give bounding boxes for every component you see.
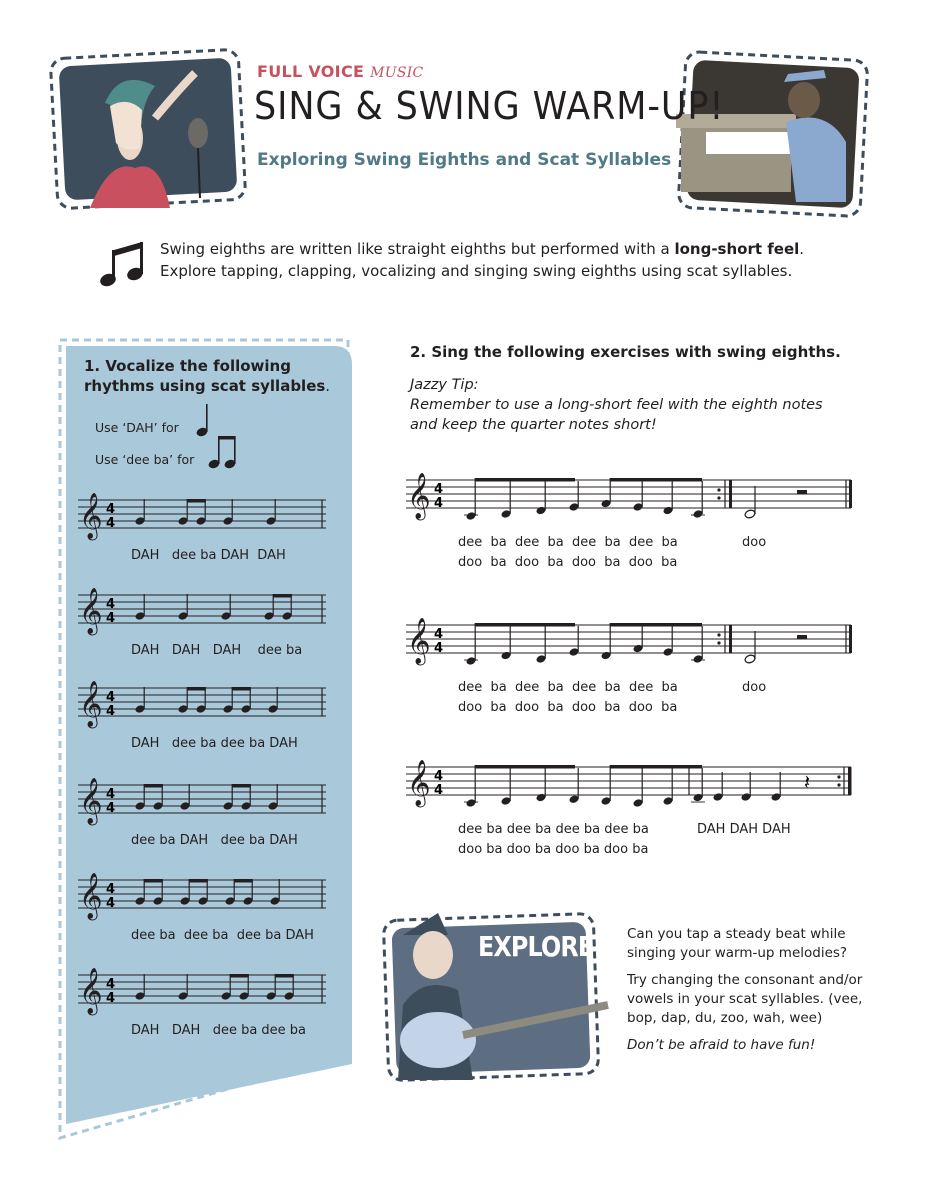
tip-title: Jazzy Tip:	[410, 377, 479, 393]
repeat-dot	[837, 775, 840, 778]
bar-line-thick	[849, 625, 852, 653]
jazzy-tip	[410, 375, 870, 435]
exercise-syllables-line2: doo ba doo ba doo ba doo ba	[458, 700, 678, 715]
rhythm-syllables: DAH DAH dee ba dee ba	[131, 1023, 307, 1038]
treble-clef-icon: 𝄞	[79, 588, 103, 634]
time-signature-bottom: 4	[106, 801, 116, 816]
note-beam	[144, 879, 163, 883]
note-beam	[234, 879, 253, 883]
explore-badge: EXPLORE	[478, 930, 594, 963]
note-beam	[232, 784, 251, 788]
note-beam	[144, 784, 163, 788]
quarter-rest-icon: 𝄽	[804, 770, 811, 794]
repeat-dot	[717, 633, 720, 636]
repeat-dot	[717, 488, 720, 491]
rhythm-syllables: DAH dee ba dee ba DAH	[131, 736, 298, 751]
time-signature-top: 4	[106, 882, 116, 897]
brand-name	[257, 62, 424, 81]
time-signature-top: 4	[106, 597, 116, 612]
exercise-syllables-line1: dee ba dee ba dee ba dee ba	[458, 822, 649, 837]
note-beam	[610, 765, 702, 769]
music-note-icon	[100, 238, 148, 288]
brand-label: FULL VOICE	[257, 62, 365, 81]
half-rest	[797, 635, 807, 639]
note-beam	[610, 478, 702, 482]
time-signature-bottom: 4	[106, 516, 116, 531]
intro-text	[160, 238, 860, 282]
quarter-note-icon	[196, 404, 210, 438]
note-beam	[230, 974, 249, 978]
section1-heading-period: .	[325, 377, 331, 395]
treble-clef-icon: 𝄞	[407, 473, 431, 519]
bar-line-thick	[729, 480, 732, 508]
explore-p2: Try changing the consonant and/or vowels in your scat syllables. (vee, bop, dap, du, zoo, wah, wee)	[627, 972, 863, 1026]
treble-clef-icon: 𝄞	[79, 681, 103, 727]
time-signature-top: 4	[106, 502, 116, 517]
treble-clef-icon: 𝄞	[79, 778, 103, 824]
half-rest	[797, 490, 807, 494]
singer-illustration	[50, 48, 250, 213]
intro-period: .	[799, 240, 805, 258]
intro-bold: long-short feel	[674, 240, 800, 258]
exercise-syllables-line1: dee ba dee ba dee ba dee ba	[458, 680, 678, 695]
rhythm-syllables: dee ba DAH dee ba DAH	[131, 833, 298, 848]
exercise-syllables-line2: doo ba doo ba doo ba doo ba	[458, 555, 678, 570]
note-beam	[232, 687, 251, 691]
use-deeba-label: Use ‘dee ba’ for	[95, 452, 195, 467]
time-signature-bottom: 4	[106, 704, 116, 719]
half-note-head	[744, 654, 756, 664]
treble-clef-icon: 𝄞	[79, 968, 103, 1014]
section1-heading	[84, 356, 344, 396]
bar-line-thick	[849, 480, 852, 508]
section1-heading-line2: rhythms using scat syllables	[84, 377, 326, 395]
guitarist-illustration	[378, 895, 618, 1090]
exercise-ending-syllables: DAH DAH DAH	[697, 822, 791, 837]
page-subtitle: Exploring Swing Eighths and Scat Syllables	[257, 150, 672, 170]
treble-clef-icon: 𝄞	[407, 618, 431, 664]
exercise-ending-syllables: doo	[742, 680, 767, 695]
time-signature-top: 4	[106, 787, 116, 802]
time-signature-bottom: 4	[106, 991, 116, 1006]
time-signature-top: 4	[106, 977, 116, 992]
note-beam	[475, 478, 575, 482]
section1-heading-line1: 1. Vocalize the following	[84, 357, 291, 375]
treble-clef-icon: 𝄞	[79, 873, 103, 919]
treble-clef-icon: 𝄞	[407, 760, 431, 806]
time-signature-bottom: 4	[434, 783, 444, 798]
bar-line-thick	[729, 625, 732, 653]
pianist-illustration	[676, 52, 872, 222]
exercise-syllables-line1: dee ba dee ba dee ba dee ba	[458, 535, 678, 550]
intro-line1: Swing eighths are written like straight eighths but performed with a	[160, 240, 675, 258]
note-beam	[273, 594, 292, 598]
brand-music-label: MUSIC	[370, 65, 424, 81]
page-title: SING & SWING WARM-UP!	[254, 84, 725, 128]
section2-heading: 2. Sing the following exercises with swing eighths.	[410, 343, 841, 361]
time-signature-bottom: 4	[106, 611, 116, 626]
rhythm-syllables: DAH dee ba DAH DAH	[131, 548, 286, 563]
note-beam	[187, 687, 206, 691]
note-beam	[475, 765, 575, 769]
intro-line2: Explore tapping, clapping, vocalizing and singing swing eighths using scat syllables.	[160, 262, 793, 280]
tip-line2: and keep the quarter notes short!	[410, 417, 657, 433]
note-beam	[187, 499, 206, 503]
explore-p3: Don’t be afraid to have fun!	[627, 1037, 816, 1053]
exercise-staff	[406, 472, 866, 542]
repeat-dot	[717, 641, 720, 644]
note-beam	[610, 623, 702, 627]
note-beam	[475, 623, 575, 627]
rhythm-syllables: DAH DAH DAH dee ba	[131, 643, 303, 658]
time-signature-bottom: 4	[434, 641, 444, 656]
explore-p1: Can you tap a steady beat while singing your warm-up melodies?	[627, 926, 848, 961]
repeat-dot	[717, 496, 720, 499]
time-signature-top: 4	[434, 482, 444, 497]
time-signature-top: 4	[434, 769, 444, 784]
rhythm-syllables: dee ba dee ba dee ba DAH	[131, 928, 314, 943]
time-signature-top: 4	[434, 627, 444, 642]
treble-clef-icon: 𝄞	[79, 493, 103, 539]
tip-line1: Remember to use a long-short feel with the eighth notes	[410, 397, 823, 413]
time-signature-bottom: 4	[434, 496, 444, 511]
note-beam	[275, 974, 294, 978]
exercise-ending-syllables: doo	[742, 535, 767, 550]
time-signature-top: 4	[106, 690, 116, 705]
note-beam	[189, 879, 208, 883]
bar-line-thick	[848, 767, 852, 795]
use-dah-label: Use ‘DAH’ for	[95, 420, 179, 435]
time-signature-bottom: 4	[106, 896, 116, 911]
eighth-notes-icon	[208, 436, 240, 470]
exercise-staff	[406, 617, 866, 687]
repeat-dot	[837, 783, 840, 786]
explore-text	[627, 925, 892, 1063]
half-note-head	[744, 509, 756, 519]
exercise-staff	[406, 759, 866, 829]
exercise-syllables-line2: doo ba doo ba doo ba doo ba	[458, 842, 649, 857]
